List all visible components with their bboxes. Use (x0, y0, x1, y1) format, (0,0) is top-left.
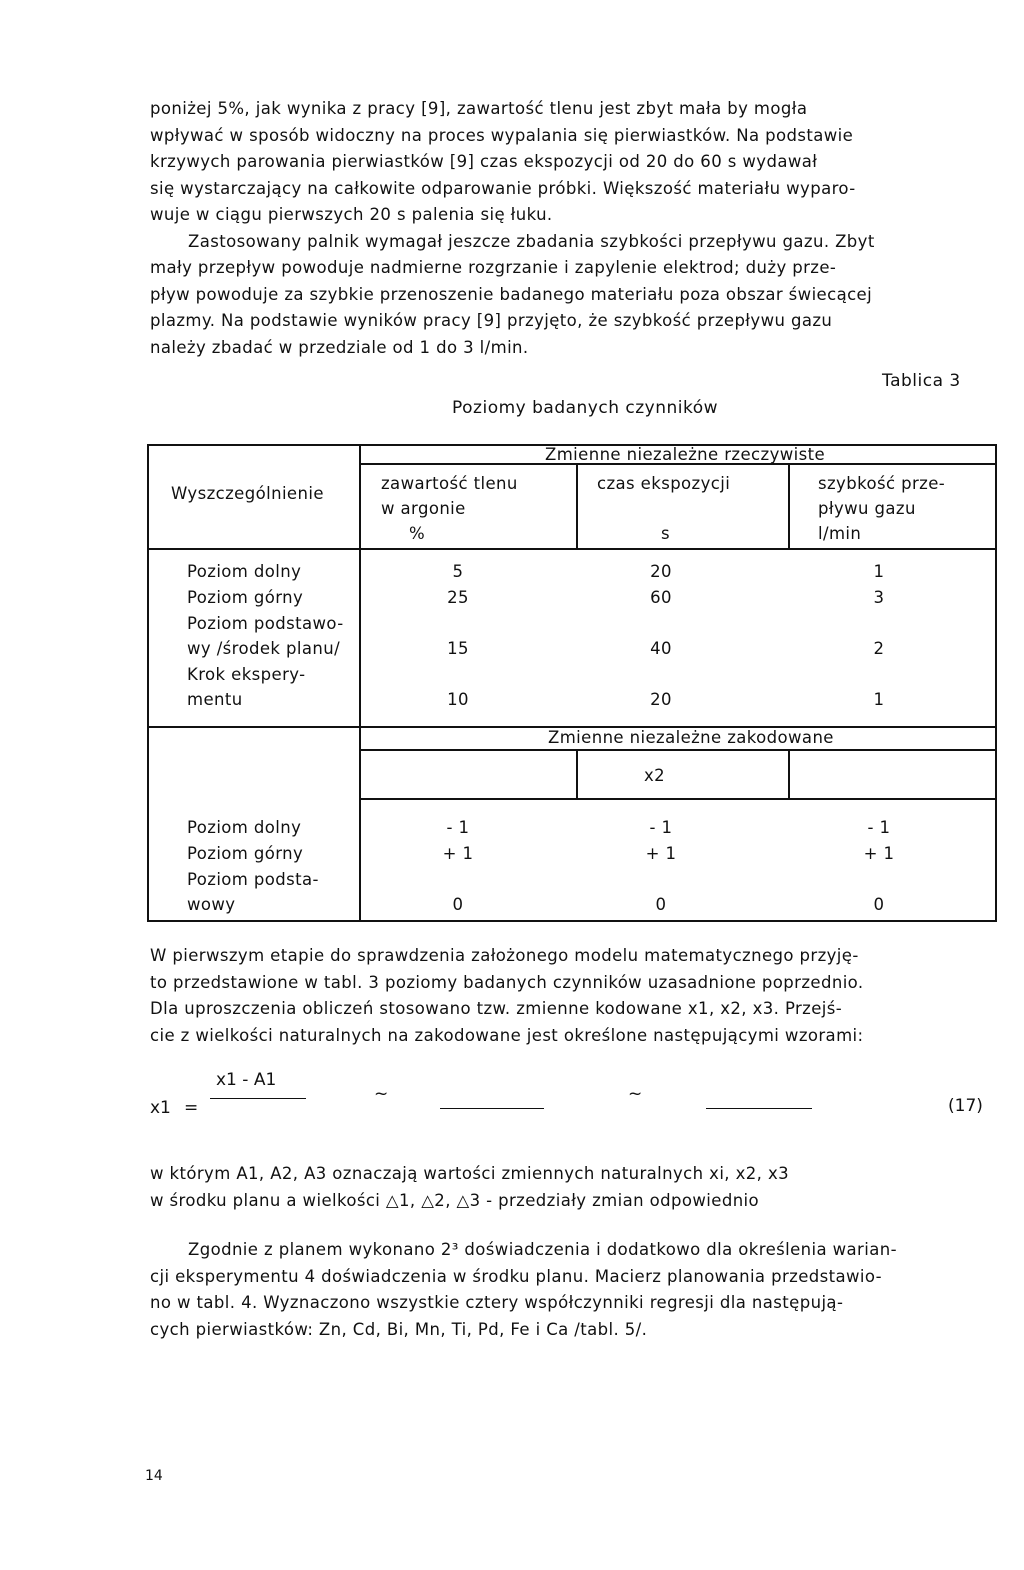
text-line: Zastosowany palnik wymagał jeszcze zbadania szybkości przepływu gazu. Zbyt (188, 231, 875, 251)
cell-value: 20 (650, 562, 672, 581)
text-line: plazmy. Na podstawie wyników pracy [9] przyjęto, że szybkość przepływu gazu (150, 311, 833, 330)
table-number: Tablica 3 (882, 371, 961, 391)
definitions-paragraph (150, 1161, 1006, 1214)
col1-header-line1: zawartość tlenu (381, 474, 518, 493)
text-line: to przedstawione w tabl. 3 poziomy badanych czynników uzasadnione poprzednio. (150, 972, 864, 992)
cell-value: 40 (650, 639, 672, 658)
text-line: W pierwszym etapie do sprawdzenia założonego modelu matematycznego przyję- (150, 946, 859, 965)
cell-value: 2 (873, 639, 885, 658)
row-label: Poziom dolny (187, 562, 302, 581)
row-label: Krok ekspery- (187, 665, 306, 684)
coding-paragraph (150, 943, 1006, 1049)
column-divider (576, 749, 578, 799)
text-line: cji eksperymentu 4 doświadczenia w środku planu. Macierz planowania przedstawio- (150, 1266, 883, 1286)
row-label: Poziom podstawo- (187, 614, 344, 633)
cell-value: + 1 (442, 844, 474, 863)
cell-value: 0 (655, 895, 667, 914)
cell-value: 25 (447, 588, 469, 607)
col1-header-line2: w argonie (381, 499, 466, 518)
group-header-coded: Zmienne niezależne zakodowane (548, 728, 834, 747)
text-line: w którym A1, A2, A3 oznaczają wartości zmiennych naturalnych xi, x2, x3 (150, 1164, 790, 1183)
formula-lhs: x1 (150, 1098, 171, 1118)
column-divider (788, 749, 790, 799)
coded-header-bottom (359, 798, 997, 800)
row-label-cont: wy /środek planu/ (187, 639, 341, 658)
row-label: Poziom górny (187, 588, 304, 607)
header-label: Wyszczególnienie (171, 484, 324, 503)
column-divider (576, 463, 578, 549)
row-label-cont: mentu (187, 690, 243, 709)
col3-unit: l/min (818, 524, 862, 543)
cell-value: - 1 (649, 818, 673, 837)
text-line: pływ powoduje za szybkie przenoszenie badanego materiału poza obszar świecącej (150, 284, 873, 304)
col2-header-line1: czas ekspozycji (597, 474, 731, 493)
text-line: mały przepływ powoduje nadmierne rozgrzanie i zapylenie elektrod; duży prze- (150, 258, 837, 277)
cell-value: 3 (873, 588, 885, 607)
coded-group-divider (359, 749, 997, 751)
row-label: Poziom dolny (187, 818, 302, 837)
group-header-real: Zmienne niezależne rzeczywiste (545, 445, 826, 464)
header-bottom-divider (147, 548, 997, 550)
label-column-divider (359, 444, 361, 922)
cell-value: 10 (447, 690, 469, 709)
text-line: Zgodnie z planem wykonano 2³ doświadczenia i dodatkowo dla określenia warian- (188, 1240, 897, 1259)
table-border-right (995, 444, 997, 922)
row-label: Poziom górny (187, 844, 304, 863)
fraction-bar (210, 1098, 306, 1099)
cell-value: 1 (873, 690, 885, 709)
text-line: poniżej 5%, jak wynika z pracy [9], zawartość tlenu jest zbyt mała by mogła (150, 99, 808, 118)
text-line: no w tabl. 4. Wyznaczono wszystkie cztery współczynniki regresji dla następują- (150, 1293, 844, 1312)
equation-17 (150, 1070, 1006, 1130)
formula-tilde: ~ (374, 1084, 389, 1104)
intro-paragraph (150, 96, 1006, 361)
col2-unit: s (661, 524, 670, 543)
page-number: 14 (145, 1468, 163, 1484)
plan-paragraph (150, 1237, 1006, 1343)
cell-value: 15 (447, 639, 469, 658)
formula-tilde: ~ (628, 1084, 643, 1104)
text-line: Dla uproszczenia obliczeń stosowano tzw. zmienne kodowane x1, x2, x3. Przejś- (150, 999, 843, 1018)
text-line: cych pierwiastków: Zn, Cd, Bi, Mn, Ti, Pd, Fe i Ca /tabl. 5/. (150, 1319, 648, 1339)
cell-value: - 1 (867, 818, 891, 837)
column-divider (788, 463, 790, 549)
text-line: cie z wielkości naturalnych na zakodowane jest określone następującymi wzorami: (150, 1025, 864, 1045)
col1-unit: % (409, 524, 426, 543)
fraction-bar (440, 1108, 544, 1109)
cell-value: - 1 (446, 818, 470, 837)
text-line: wuje w ciągu pierwszych 20 s palenia się łuku. (150, 205, 553, 224)
col3-header-line2: pływu gazu (818, 499, 916, 518)
text-line: krzywych parowania pierwiastków [9] czas ekspozycji od 20 do 60 s wydawał (150, 152, 818, 171)
coded-col2-header: x2 (644, 766, 666, 785)
fraction-bar (706, 1108, 812, 1109)
text-line: należy zbadać w przedziale od 1 do 3 l/min. (150, 337, 529, 357)
cell-value: 20 (650, 690, 672, 709)
text-line: w środku planu a wielkości △1, △2, △3 - przedziały zmian odpowiednio (150, 1190, 760, 1210)
row-label-cont: wowy (187, 895, 236, 914)
formula-numerator: x1 - A1 (216, 1070, 277, 1090)
row-label: Poziom podsta- (187, 870, 319, 889)
formula-equals: = (184, 1098, 199, 1118)
text-line: wpływać w sposób widoczny na proces wypalania się pierwiastków. Na podstawie (150, 125, 854, 145)
equation-number: (17) (948, 1096, 983, 1116)
cell-value: 0 (873, 895, 885, 914)
text-line: się wystarczający na całkowite odparowanie próbki. Większość materiału wyparo- (150, 178, 856, 198)
factor-levels-table (147, 444, 997, 922)
cell-value: 1 (873, 562, 885, 581)
col3-header-line1: szybkość prze- (818, 474, 946, 493)
cell-value: 0 (452, 895, 464, 914)
cell-value: + 1 (645, 844, 677, 863)
table-border-left (147, 444, 149, 922)
table-border-bottom (147, 920, 997, 922)
cell-value: 5 (452, 562, 464, 581)
table-title: Poziomy badanych czynników (452, 398, 719, 418)
cell-value: 60 (650, 588, 672, 607)
cell-value: + 1 (863, 844, 895, 863)
